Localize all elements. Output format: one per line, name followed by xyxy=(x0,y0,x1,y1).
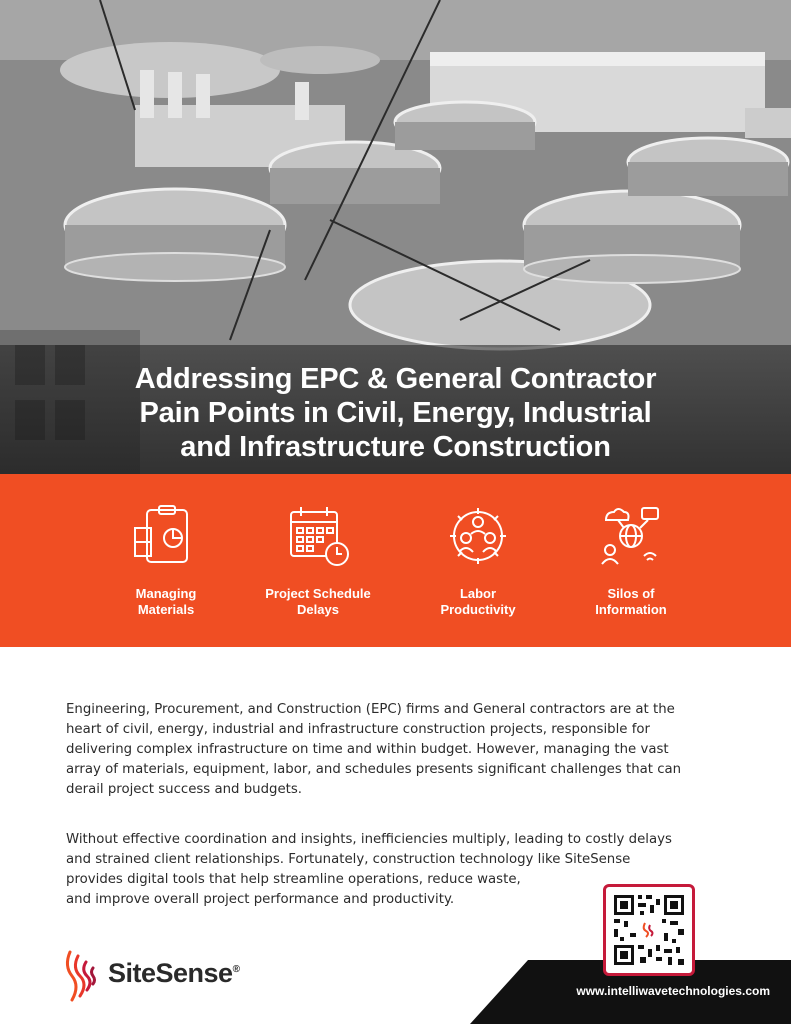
pain-point-managing-materials xyxy=(86,474,246,647)
pain-point-label xyxy=(398,586,558,618)
label-line: Labor xyxy=(459,586,497,601)
paragraph-line: and strained client relationships. Fortunately, construction technology like SiteSense xyxy=(66,852,631,867)
paragraph-line: heart of civil, energy, industrial and infrastructure construction projects, responsible for xyxy=(66,722,650,737)
materials-clipboard-chart-icon xyxy=(131,504,201,568)
label-line: Delays xyxy=(297,602,339,617)
pain-point-label xyxy=(551,586,711,618)
logo-wordmark xyxy=(108,958,239,989)
trademark-symbol: ® xyxy=(232,964,240,975)
title-line-2: Pain Points in Civil, Energy, Industrial xyxy=(139,397,652,429)
paragraph-line: array of materials, equipment, labor, and schedules presents significant challenges that can xyxy=(66,762,682,777)
website-link[interactable]: www.intelliwavetechnologies.com xyxy=(576,984,770,998)
paragraph-line: delivering complex infrastructure on time and within budget. However, managing the vast xyxy=(66,742,669,757)
paragraph-line: derail project success and budgets. xyxy=(66,782,303,797)
label-line: Productivity xyxy=(440,602,516,617)
qr-code-icon xyxy=(612,893,686,967)
hero-photo xyxy=(0,0,791,474)
paragraph-line: and improve overall project performance and productivity. xyxy=(66,892,455,907)
pain-point-label xyxy=(238,586,398,618)
pain-point-schedule-delays xyxy=(238,474,398,647)
pain-points-band xyxy=(0,474,791,647)
qr-code[interactable] xyxy=(603,884,695,976)
pain-point-silos-information xyxy=(551,474,711,647)
sitesense-wave-icon xyxy=(62,946,102,1006)
calendar-clock-icon xyxy=(283,504,353,568)
label-line: Project Schedule xyxy=(265,586,371,601)
label-line: Silos of xyxy=(607,586,655,601)
sitesense-logo[interactable] xyxy=(62,946,272,1006)
paragraph-line: provides digital tools that help streamline operations, reduce waste, xyxy=(66,872,521,887)
workers-gear-icon xyxy=(443,504,513,568)
pain-point-labor-productivity xyxy=(398,474,558,647)
title-line-3: and Infrastructure Construction xyxy=(180,431,611,463)
cloud-globe-network-icon xyxy=(596,504,666,568)
page-title xyxy=(0,362,791,464)
paragraph-line: Without effective coordination and insights, inefficiencies multiply, leading to costly delays xyxy=(66,832,672,847)
paragraph-line: Engineering, Procurement, and Construction (EPC) firms and General contractors are at the xyxy=(66,702,675,717)
title-line-1: Addressing EPC & General Contractor xyxy=(134,363,657,395)
label-line: Materials xyxy=(137,602,195,617)
label-line: Information xyxy=(595,602,667,617)
body-paragraph-1 xyxy=(66,700,736,800)
label-line: Managing xyxy=(135,586,197,601)
logo-text: SiteSense xyxy=(108,958,233,988)
pain-point-label xyxy=(86,586,246,618)
